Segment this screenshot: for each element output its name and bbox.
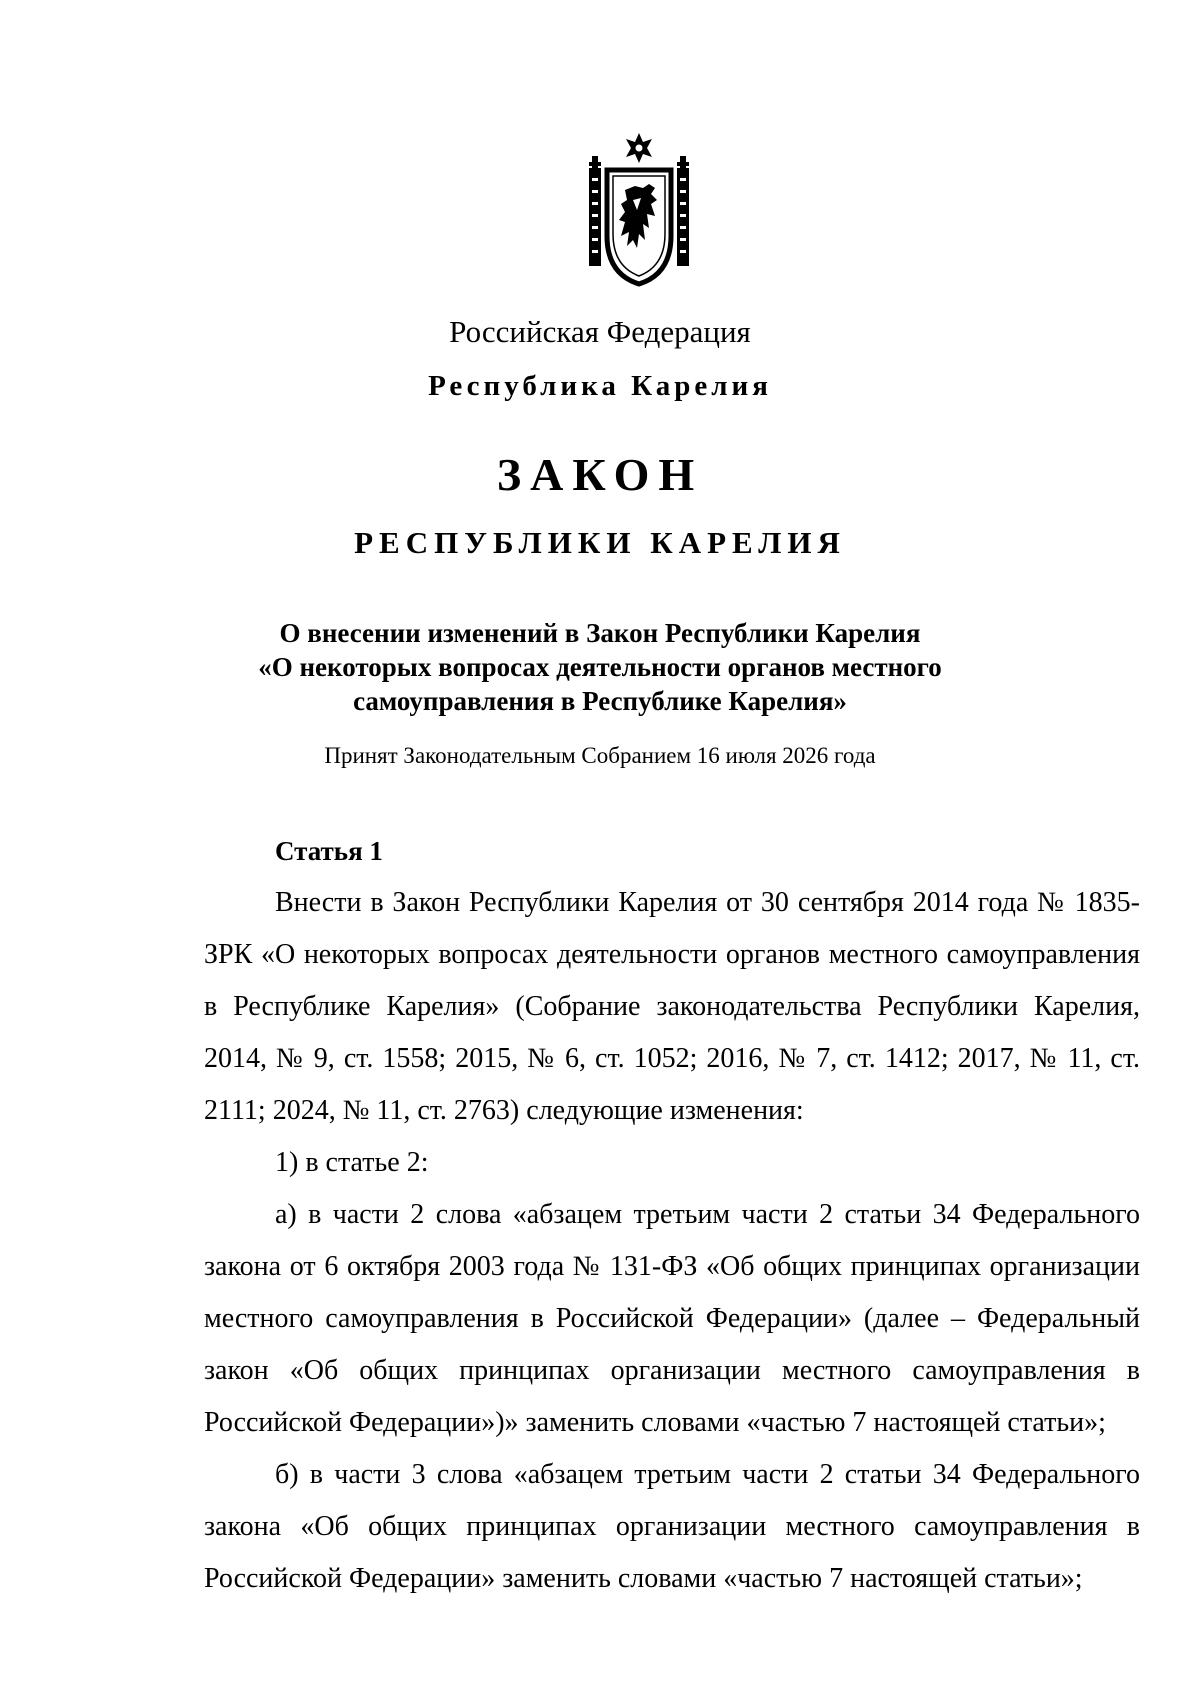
document-type: ЗАКОН — [496, 449, 704, 500]
article-heading: Статья 1 — [275, 836, 383, 866]
star-icon — [626, 133, 652, 163]
law-title-line: «О некоторых вопросах деятельности органов местного — [258, 652, 942, 682]
article-paragraph: Внести в Закон Республики Карелия от 30 сентября 2014 года № 1835-ЗРК «О некоторых вопросах деятельности органов местного самоуправления в Республике Карелия» (Собрание законодательства Республики Карелия, 2014, № 9, ст. 1558; 2015, № 6, ст. 1052; 2016, № 7, ст. 1412; 2017, № 11, ст. 2111; 2024, № 11, ст. 2763) следующие изменения: — [204, 887, 1140, 1126]
law-title-line: самоуправления в Республике Карелия» — [353, 686, 847, 716]
article-body — [204, 877, 1140, 1605]
karelia-emblem-icon — [585, 128, 693, 288]
document-issuer: РЕСПУБЛИКИ КАРЕЛИЯ — [354, 525, 846, 560]
article-paragraph: а) в части 2 слова «абзацем третьим части 2 статьи 34 Федерального закона от 6 октября 2003 года № 131-ФЗ «Об общих принципах организации местного самоуправления в Российской Федерации» (далее – Федеральный закон «Об общих принципах организации местного самоуправления в Российской Федерации»)» заменить словами «частью 7 настоящей статьи»; — [204, 1199, 1140, 1438]
article-paragraph: б) в части 3 слова «абзацем третьим части 2 статьи 34 Федерального закона «Об общих принципах организации местного самоуправления в Российской Федерации» заменить словами «частью 7 настоящей статьи»; — [204, 1459, 1140, 1594]
adoption-note: Принят Законодательным Собранием 16 июля 2026 года — [324, 743, 876, 768]
article-paragraph: 1) в статье 2: — [275, 1147, 429, 1178]
law-title-line: О внесении изменений в Закон Республики Карелия — [279, 618, 921, 648]
country-name: Российская Федерация — [449, 314, 751, 349]
republic-name: Республика Карелия — [428, 370, 772, 402]
